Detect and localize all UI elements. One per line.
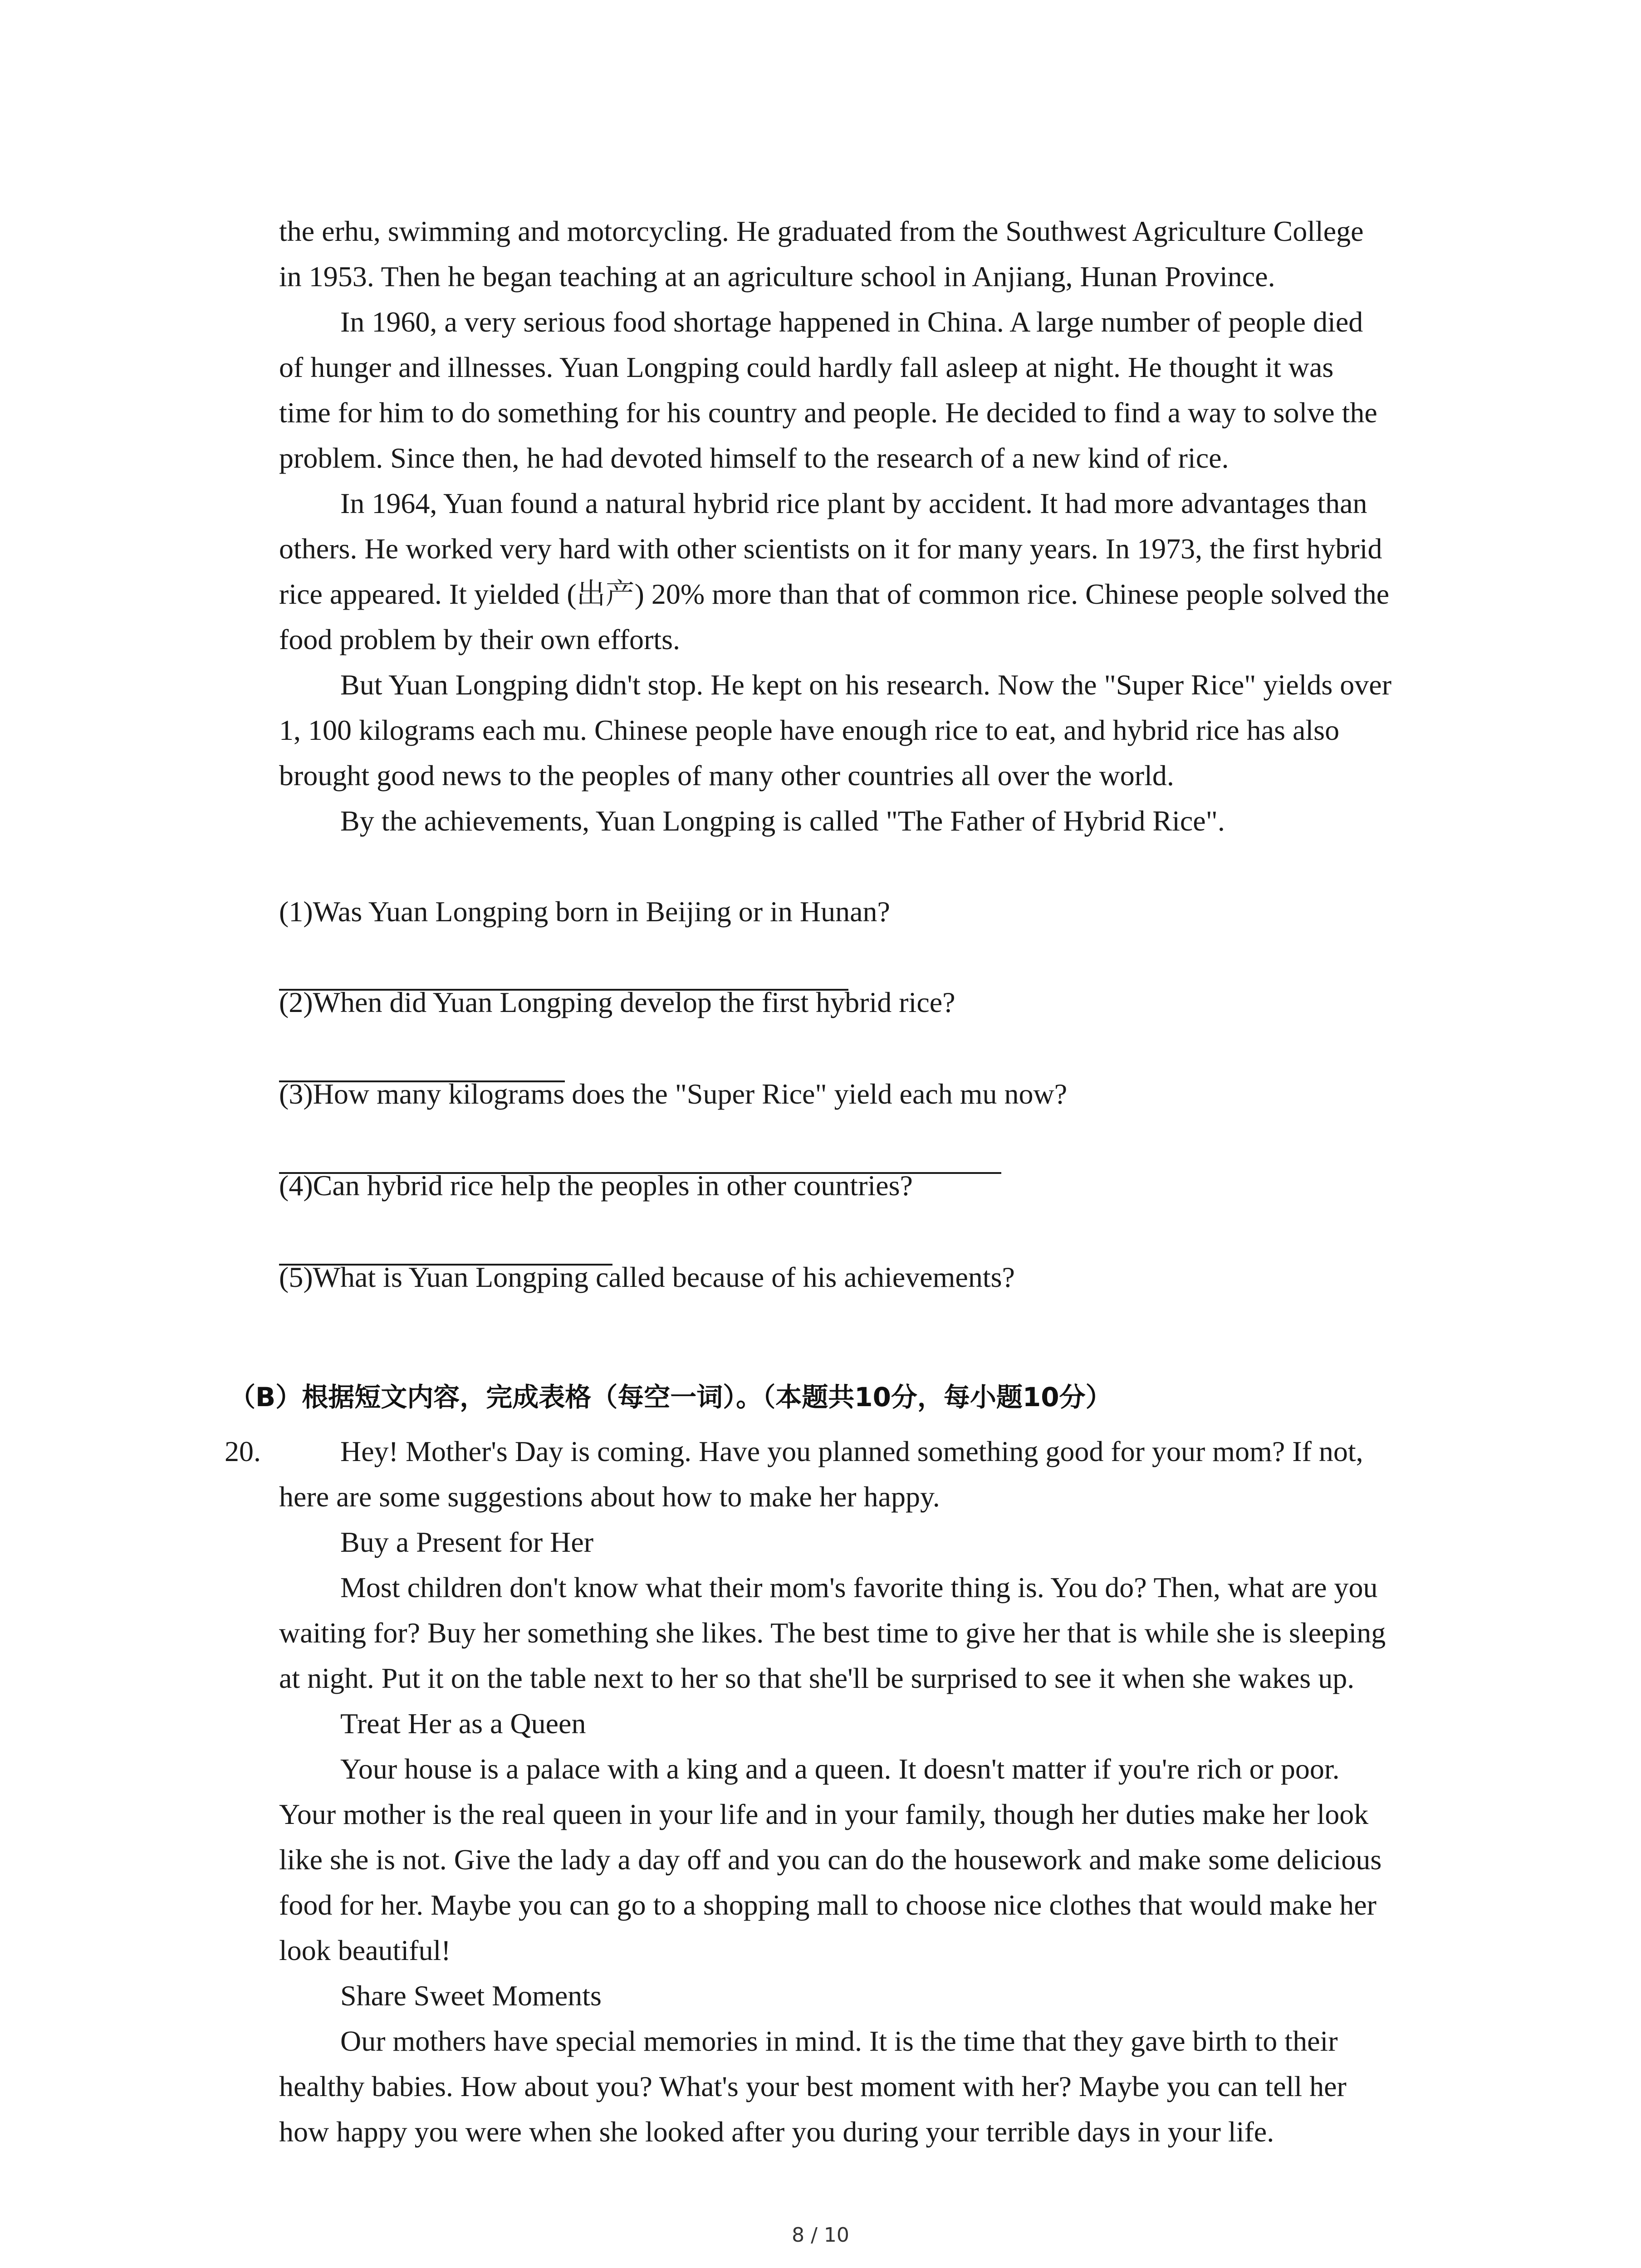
passage-b-line-15: healthy babies. How about you? What's your best moment with her? Maybe you can tell her bbox=[279, 2070, 1347, 2102]
passage-a-line-10: food problem by their own efforts. bbox=[279, 623, 680, 655]
question-1: (1)Was Yuan Longping born in Beijing or in Hunan? bbox=[279, 895, 890, 928]
page-indicator: 8 / 10 bbox=[792, 2224, 849, 2247]
question-number: 20. bbox=[225, 1435, 261, 1467]
passage-b-line-14: Our mothers have special memories in mind. It is the time that they gave birth to their bbox=[340, 2025, 1338, 2057]
passage-b-line-1: Hey! Mother's Day is coming. Have you planned something good for your mom? If not, bbox=[340, 1435, 1363, 1467]
passage-b-line-2: here are some suggestions about how to make her happy. bbox=[279, 1481, 940, 1513]
passage-b-line-4: Most children don't know what their mom's favorite thing is. You do? Then, what are you bbox=[340, 1571, 1378, 1603]
passage-b-line-11: food for her. Maybe you can go to a shopping mall to choose nice clothes that would make her bbox=[279, 1889, 1376, 1921]
passage-a-line-9: rice appeared. It yielded (出产) 20% more than that of common rice. Chinese people solved the bbox=[279, 578, 1390, 610]
passage-a-line-11: But Yuan Longping didn't stop. He kept on his research. Now the "Super Rice" yields over bbox=[340, 669, 1391, 701]
passage-b-subheading-3: Share Sweet Moments bbox=[340, 1980, 602, 2012]
passage-b-line-16: how happy you were when she looked after you during your terrible days in your life. bbox=[279, 2116, 1274, 2148]
passage-b-line-8: Your house is a palace with a king and a queen. It doesn't matter if you're rich or poor. bbox=[340, 1753, 1340, 1785]
passage-a-line-6: problem. Since then, he had devoted himself to the research of a new kind of rice. bbox=[279, 442, 1229, 474]
passage-a-line-8: others. He worked very hard with other scientists on it for many years. In 1973, the first hybrid bbox=[279, 533, 1382, 565]
passage-b-subheading-1: Buy a Present for Her bbox=[340, 1526, 594, 1558]
passage-a-line-2: in 1953. Then he began teaching at an agriculture school in Anjiang, Hunan Province. bbox=[279, 260, 1275, 293]
passage-b-line-12: look beautiful! bbox=[279, 1934, 451, 1966]
passage-a-line-13: brought good news to the peoples of many other countries all over the world. bbox=[279, 759, 1174, 792]
question-4: (4)Can hybrid rice help the peoples in other countries? bbox=[279, 1169, 913, 1202]
section-b-heading: （B）根据短文内容，完成表格（每空一词）。（本题共10分，每小题10分） bbox=[229, 1382, 1112, 1413]
passage-a-line-5: time for him to do something for his country and people. He decided to find a way to solve the bbox=[279, 396, 1377, 429]
question-3: (3)How many kilograms does the "Super Rice" yield each mu now? bbox=[279, 1078, 1068, 1110]
question-5: (5)What is Yuan Longping called because of his achievements? bbox=[279, 1261, 1015, 1293]
passage-b-line-10: like she is not. Give the lady a day off and you can do the housework and make some delicious bbox=[279, 1843, 1382, 1876]
passage-a-line-3: In 1960, a very serious food shortage happened in China. A large number of people died bbox=[340, 306, 1363, 338]
passage-b-line-9: Your mother is the real queen in your life and in your family, though her duties make her look bbox=[279, 1798, 1369, 1830]
passage-a-line-14: By the achievements, Yuan Longping is called "The Father of Hybrid Rice". bbox=[340, 805, 1225, 837]
passage-b-line-6: at night. Put it on the table next to her so that she'll be surprised to see it when she wakes up. bbox=[279, 1662, 1355, 1694]
passage-a-line-4: of hunger and illnesses. Yuan Longping could hardly fall asleep at night. He thought it was bbox=[279, 351, 1334, 383]
passage-a-line-12: 1, 100 kilograms each mu. Chinese people have enough rice to eat, and hybrid rice has also bbox=[279, 714, 1340, 746]
question-2: (2)When did Yuan Longping develop the first hybrid rice? bbox=[279, 986, 955, 1018]
passage-b-subheading-2: Treat Her as a Queen bbox=[340, 1707, 586, 1740]
passage-a-line-1: the erhu, swimming and motorcycling. He graduated from the Southwest Agriculture College bbox=[279, 215, 1364, 247]
passage-a-line-7: In 1964, Yuan found a natural hybrid rice plant by accident. It had more advantages than bbox=[340, 487, 1367, 519]
passage-b-line-5: waiting for? Buy her something she likes. The best time to give her that is while she is sleeping bbox=[279, 1617, 1386, 1649]
